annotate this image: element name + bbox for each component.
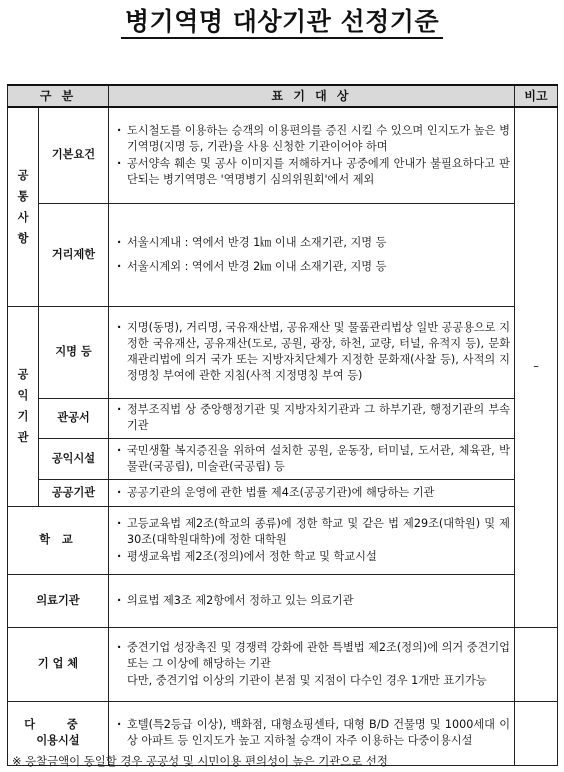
list-item: · 지명(동명), 거리명, 국유재산법, 공유재산 및 물품관리법상 일반 공공용으로 지정한 국유재산, 공유재산(도로, 공원, 광장, 하천, 교량, 터널, 유적지 등), 문화재관리법에 의거 국가 또는 지방자치단체가 지정한 문화재(사찰 등), 사적의 지정명칭 부여에 관한 지침(사적 지정명칭 부여 등) — [117, 320, 510, 384]
list-item: · 의료법 제3조 제2항에서 정하고 있는 의료기관 — [117, 593, 510, 609]
remark-cell: – — [515, 107, 558, 627]
target-public-institution — [109, 479, 515, 506]
list-item: · 국민생활 복지증진을 위하여 설치한 공원, 운동장, 터미널, 도서관, 체육관, 박물관(국공립), 미술관(국공립) 등 — [117, 443, 510, 475]
target-school — [109, 506, 515, 574]
list-item: · 고등교육법 제2조(학교의 종류)에 정한 학교 및 같은 법 제29조(대학원) 및 제30조(대학원대학)에 정한 대학원 — [117, 516, 510, 548]
sub-public-institution: 공공기관 — [39, 479, 109, 506]
list-item: · 공서양속 훼손 및 공사 이미지를 저해하거나 공중에게 안내가 불필요하다고 판단되는 병기역명은 '역명병기 심의위원회'에서 제외 — [117, 156, 510, 188]
sub-distance: 거리제한 — [39, 203, 109, 306]
category-medical: 의료기관 — [8, 574, 109, 627]
target-company — [109, 627, 515, 701]
sub-basic: 기본요건 — [39, 107, 109, 203]
criteria-table — [7, 84, 558, 766]
target-public-facility — [109, 438, 515, 479]
table-header-row — [8, 85, 558, 107]
list-item: · 서울시계내 : 역에서 반경 1㎞ 이내 소재기관, 지명 등 — [117, 235, 510, 251]
category-multi-use-bottom: 이용시설 — [36, 734, 80, 747]
page-title — [0, 2, 564, 38]
list-item: · 평생교육법 제2조(정의)에서 정한 학교 및 학교시설 — [117, 549, 510, 565]
header-division: 구 분 — [8, 85, 109, 107]
category-public — [8, 306, 39, 506]
target-distance — [109, 203, 515, 306]
category-multi-use-top: 다 중 — [24, 718, 92, 731]
table-row — [8, 506, 558, 574]
page-title-text: 병기역명 대상기관 선정기준 — [121, 7, 443, 39]
sub-public-facility: 공익시설 — [39, 438, 109, 479]
sub-government-office: 관공서 — [39, 398, 109, 438]
remark-cell-company — [515, 627, 558, 701]
table-row — [8, 398, 558, 438]
list-item-note: 다만, 중견기업 이상의 기관이 본점 및 지점이 다수인 경우 1개만 표기가능 — [127, 673, 487, 687]
table-row — [8, 306, 558, 398]
header-remark: 비고 — [515, 85, 558, 107]
table-row — [8, 107, 558, 203]
header-target: 표 기 대 상 — [109, 85, 515, 107]
table-row — [8, 438, 558, 479]
target-medical — [109, 574, 515, 627]
target-basic — [109, 107, 515, 203]
table-row — [8, 479, 558, 506]
target-government-office — [109, 398, 515, 438]
list-item: · 중견기업 성장촉진 및 경쟁력 강화에 관한 특별법 제2조(정의)에 의거 중견기업 또는 그 이상에 해당하는 기관 — [117, 640, 510, 672]
sub-place-names: 지명 등 — [39, 306, 109, 398]
category-common-label: 공통사항 — [17, 168, 29, 245]
table-row — [8, 203, 558, 306]
category-common — [8, 107, 39, 306]
category-company: 기 업 체 — [8, 627, 109, 701]
list-item: · 서울시계외 : 역에서 반경 2㎞ 이내 소재기관, 지명 등 — [117, 259, 510, 275]
table-row — [8, 574, 558, 627]
table-row — [8, 627, 558, 701]
list-item: · 도시철도를 이용하는 승객의 이용편의를 증진 시킬 수 있으며 인지도가 높은 병기역명(지명 등, 기관)을 사용 신청한 기관이어야 하며 — [117, 123, 510, 155]
list-item: · 공공기관의 운영에 관한 법률 제4조(공공기관)에 해당하는 기관 — [117, 485, 510, 501]
footnote: ※ 응찰금액이 동일할 경우 공공성 및 시민이용 편의성이 높은 기관으로 선정 — [12, 754, 388, 768]
target-place-names — [109, 306, 515, 398]
list-item: · 정부조직법 상 중앙행정기관 및 지방자치기관과 그 하부기관, 행정기관의 부속 기관 — [117, 402, 510, 434]
category-school: 학 교 — [8, 506, 109, 574]
category-public-label: 공익기관 — [17, 368, 29, 444]
list-item: · 호텔(특2등급 이상), 백화점, 대형쇼핑센타, 대형 B/D 건물명 및 1000세대 이상 아파트 등 인지도가 높고 지하철 승객이 자주 이용하는 다중이용시설 — [117, 717, 510, 749]
